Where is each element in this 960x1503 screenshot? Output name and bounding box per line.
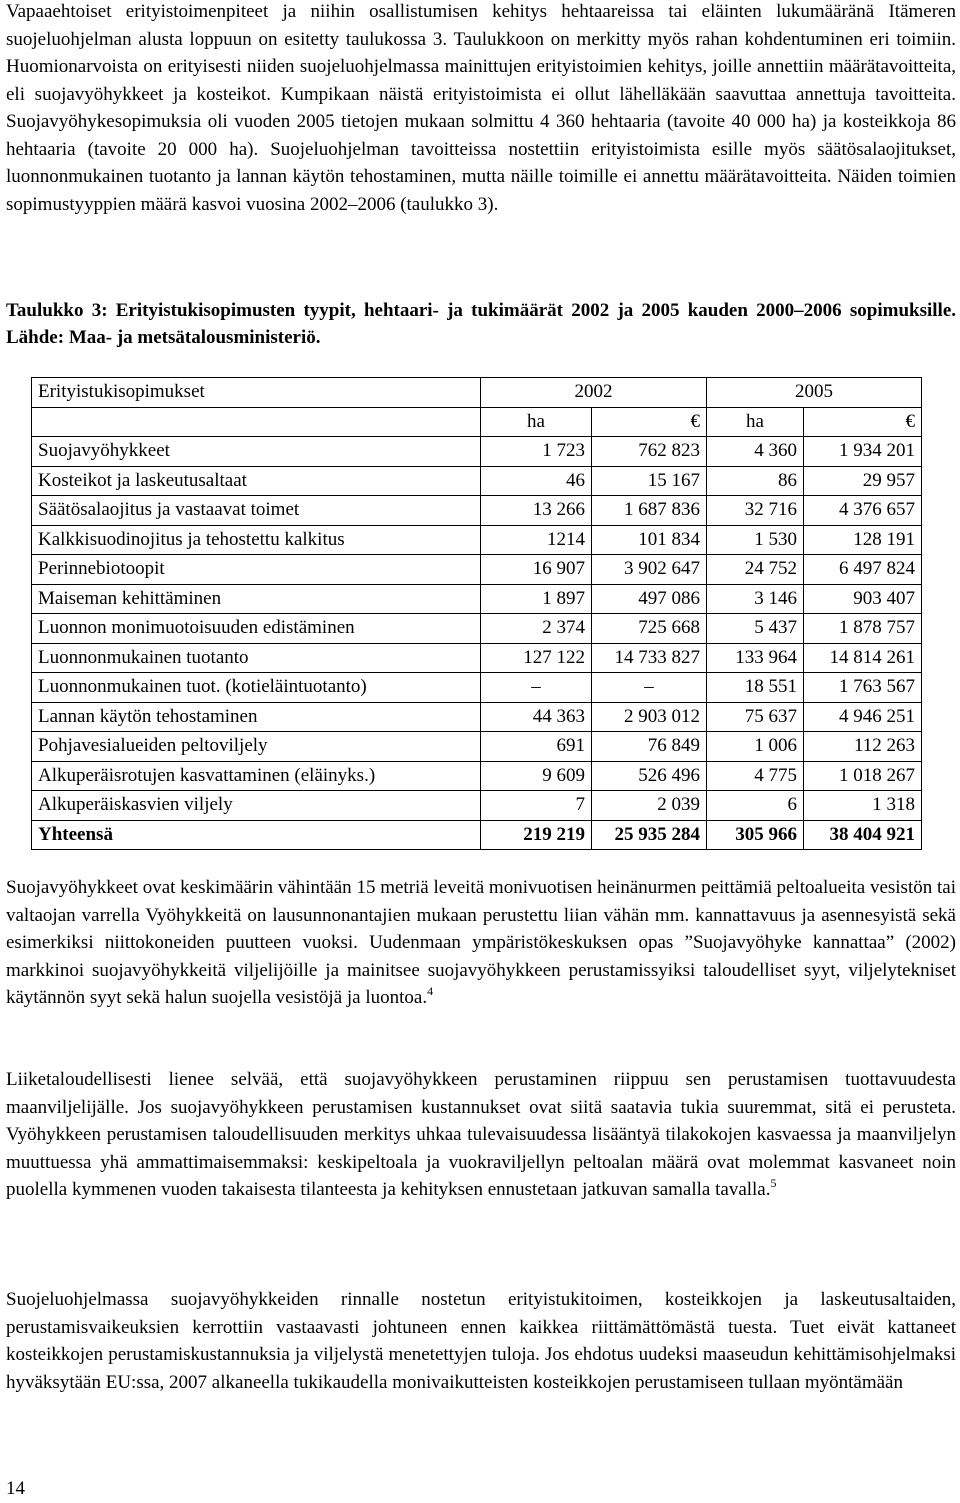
cell-eur-2002: 14 733 827 [592, 643, 707, 673]
cell-eur-2002: 101 834 [592, 525, 707, 555]
cell-ha-2002: 691 [481, 732, 592, 762]
cell-eur-2005: 1 318 [804, 791, 922, 821]
table-row [32, 702, 922, 732]
table-row [32, 791, 922, 821]
table-unit-row [32, 407, 922, 437]
footnote-ref-4: 4 [427, 984, 434, 998]
unit-empty-cell [32, 407, 481, 437]
cell-eur-2002: 526 496 [592, 761, 707, 791]
table-title-cell: Erityistukisopimukset [32, 378, 481, 408]
cell-eur-2002: 497 086 [592, 584, 707, 614]
cell-ha-2005: 1 006 [707, 732, 804, 762]
paragraph-intro: Vapaaehtoiset erityistoimenpiteet ja niihin osallistumisen kehitys hehtaareissa tai eläinten lukumääränä Itämeren suojeluohjelman alusta loppuun on esitetty taulukossa 3. Taulukkoon on merkitty myös rahan kohdentuminen eri toimiin. Huomionarvoista on erityisesti niiden suojeluohjelmassa mainittujen erityistoimien kehitys, joille annettiin määrätavoitteita, eli suojavyöhykkeet ja kosteikot. Kumpikaan näistä erityistoimista ei ollut lähelläkään saavuttaa annettuja tavoitteita. Suojavyöhykesopimuksia oli vuoden 2005 tietojen mukaan solmittu 4 360 hehtaaria (tavoite 40 000 ha) ja kosteikkoja 86 hehtaaria (tavoite 20 000 ha). Suojeluohjelman tavoitteissa nostettiin erityistoimista esille myös säätösalaojitukset, luonnonmukainen tuotanto ja lannan käytön tehostaminen, mutta näille toimille ei annettu määrätavoitteita. Näiden toimien sopimustyyppien määrä kasvoi vuosina 2002–2006 (taulukko 3). [6, 1, 956, 215]
cell-ha-2005: 18 551 [707, 673, 804, 703]
table-row [32, 584, 922, 614]
table-row [32, 466, 922, 496]
cell-eur-2002: 1 687 836 [592, 496, 707, 526]
total-ha-2005: 305 966 [707, 820, 804, 850]
row-label: Suojavyöhykkeet [32, 437, 481, 467]
table-row [32, 496, 922, 526]
table-row [32, 732, 922, 762]
cell-ha-2005: 75 637 [707, 702, 804, 732]
total-eur-2005: 38 404 921 [804, 820, 922, 850]
paragraph-wetlands: Suojeluohjelmassa suojavyöhykkeiden rinnalle nostetun erityistukitoimen, kosteikkojen ja laskeutusaltaiden, perustamisvaikeuksien kerrottiin vastaavasti johtuneen ennen kaikkea riittämättömästä tuesta. Tuet eivät kattaneet kosteikkojen perustamiskustannuksia ja viljelystä menetettyjen tuloja. Jos ehdotus uudeksi maaseudun kehittämisohjelmaksi hyväksytään EU:ssa, 2007 alkaneella tukikaudella monivaikutteisten kosteikkojen perustamiseen tullaan myöntämään [6, 1289, 956, 1393]
paragraph-economics-text: Liiketaloudellisesti lienee selvää, että suojavyöhykkeen perustaminen riippuu sen perustamisen tuottavuudesta maanviljelijälle. Jos suojavyöhykkeen perustamisen kustannukset ovat siitä saatavia tukia suuremmat, sitä ei perusteta. Vyöhykkeen perustamisen taloudellisuuden merkitys uhkaa tulevaisuudessa lisääntyä tilakokojen kasvaessa ja maanviljelyn muuttuessa yhä ammattimaisemmaksi: keskipeltoala ja vuokraviljellyn peltoalan määrä ovat molemmat kasvaneet noin puolella kymmenen vuoden takaisesta tilanteesta ja kehityksen ennustetaan jatkuvan samalla tavalla. [6, 1069, 956, 1200]
cell-ha-2005: 5 437 [707, 614, 804, 644]
cell-eur-2005: 128 191 [804, 525, 922, 555]
row-label: Säätösalaojitus ja vastaavat toimet [32, 496, 481, 526]
cell-eur-2002: 76 849 [592, 732, 707, 762]
row-label: Kosteikot ja laskeutusaltaat [32, 466, 481, 496]
cell-eur-2005: 4 376 657 [804, 496, 922, 526]
cell-eur-2005: 6 497 824 [804, 555, 922, 585]
cell-eur-2005: 4 946 251 [804, 702, 922, 732]
cell-ha-2002: – [481, 673, 592, 703]
cell-ha-2005: 6 [707, 791, 804, 821]
row-label: Maiseman kehittäminen [32, 584, 481, 614]
cell-eur-2005: 14 814 261 [804, 643, 922, 673]
table-row [32, 761, 922, 791]
cell-eur-2002: 762 823 [592, 437, 707, 467]
table-row [32, 525, 922, 555]
cell-ha-2005: 32 716 [707, 496, 804, 526]
row-label: Alkuperäiskasvien viljely [32, 791, 481, 821]
cell-eur-2005: 1 878 757 [804, 614, 922, 644]
table-total-row [32, 820, 922, 850]
cell-eur-2005: 112 263 [804, 732, 922, 762]
table-caption: Taulukko 3: Erityistukisopimusten tyypit, hehtaari- ja tukimäärät 2002 ja 2005 kauden 2000–2006 sopimuksille. Lähde: Maa- ja metsätalousministeriö. [6, 300, 956, 348]
cell-ha-2002: 44 363 [481, 702, 592, 732]
cell-eur-2002: 3 902 647 [592, 555, 707, 585]
row-label: Kalkkisuodinojitus ja tehostettu kalkitus [32, 525, 481, 555]
cell-eur-2002: 2 903 012 [592, 702, 707, 732]
row-label: Luonnonmukainen tuot. (kotieläintuotanto) [32, 673, 481, 703]
cell-eur-2002: 2 039 [592, 791, 707, 821]
cell-eur-2005: 1 763 567 [804, 673, 922, 703]
cell-ha-2005: 24 752 [707, 555, 804, 585]
total-label: Yhteensä [32, 820, 481, 850]
year-2002-header: 2002 [481, 378, 707, 408]
cell-ha-2005: 3 146 [707, 584, 804, 614]
cell-eur-2005: 1 018 267 [804, 761, 922, 791]
cell-ha-2002: 16 907 [481, 555, 592, 585]
cell-ha-2002: 9 609 [481, 761, 592, 791]
table-row [32, 643, 922, 673]
row-label: Pohjavesialueiden peltoviljely [32, 732, 481, 762]
table-row [32, 437, 922, 467]
paragraph-buffer-zones [6, 874, 956, 1012]
cell-ha-2005: 4 360 [707, 437, 804, 467]
paragraph-buffer-zones-text: Suojavyöhykkeet ovat keskimäärin vähintään 15 metriä leveitä monivuotisen heinänurmen peittämiä peltoalueita vesistön tai valtaojan varrella Vyöhykkeitä on lausunnonantajien mukaan perustettu liian vähän mm. kannattavuus ja asennesyistä sekä esimerkiksi niittokoneiden puutteen vuoksi. Uudenmaan ympäristökeskuksen opas ”Suojavyöhyke kannattaa” (2002) markkinoi suojavyöhykkeitä viljelijöille ja mainitsee suojavyöhykkeen perustamissyiksi taloudelliset syyt, viljelytekniset käytännön syyt sekä halun suojella vesistöjä ja luontoa. [6, 877, 956, 1008]
unit-eur-2005: € [804, 407, 922, 437]
cell-ha-2002: 1 723 [481, 437, 592, 467]
total-eur-2002: 25 935 284 [592, 820, 707, 850]
row-label: Luonnon monimuotoisuuden edistäminen [32, 614, 481, 644]
cell-eur-2002: 725 668 [592, 614, 707, 644]
table-header-row [32, 378, 922, 408]
cell-eur-2005: 29 957 [804, 466, 922, 496]
cell-eur-2005: 1 934 201 [804, 437, 922, 467]
cell-ha-2002: 7 [481, 791, 592, 821]
cell-ha-2002: 127 122 [481, 643, 592, 673]
unit-ha-2005: ha [707, 407, 804, 437]
row-label: Alkuperäisrotujen kasvattaminen (eläinyks.) [32, 761, 481, 791]
cell-ha-2002: 1 897 [481, 584, 592, 614]
footnote-ref-5: 5 [770, 1176, 777, 1190]
row-label: Luonnonmukainen tuotanto [32, 643, 481, 673]
cell-ha-2002: 13 266 [481, 496, 592, 526]
cell-ha-2005: 1 530 [707, 525, 804, 555]
cell-eur-2002: – [592, 673, 707, 703]
cell-eur-2005: 903 407 [804, 584, 922, 614]
cell-ha-2005: 133 964 [707, 643, 804, 673]
row-label: Lannan käytön tehostaminen [32, 702, 481, 732]
paragraph-economics [6, 1066, 956, 1204]
cell-ha-2002: 1214 [481, 525, 592, 555]
table-row [32, 614, 922, 644]
total-ha-2002: 219 219 [481, 820, 592, 850]
cell-ha-2002: 2 374 [481, 614, 592, 644]
support-contracts-table [31, 377, 922, 850]
table-row [32, 673, 922, 703]
cell-ha-2002: 46 [481, 466, 592, 496]
unit-ha-2002: ha [481, 407, 592, 437]
cell-ha-2005: 4 775 [707, 761, 804, 791]
unit-eur-2002: € [592, 407, 707, 437]
row-label: Perinnebiotoopit [32, 555, 481, 585]
cell-ha-2005: 86 [707, 466, 804, 496]
table-row [32, 555, 922, 585]
year-2005-header: 2005 [707, 378, 922, 408]
page-number: 14 [6, 1478, 25, 1499]
cell-eur-2002: 15 167 [592, 466, 707, 496]
